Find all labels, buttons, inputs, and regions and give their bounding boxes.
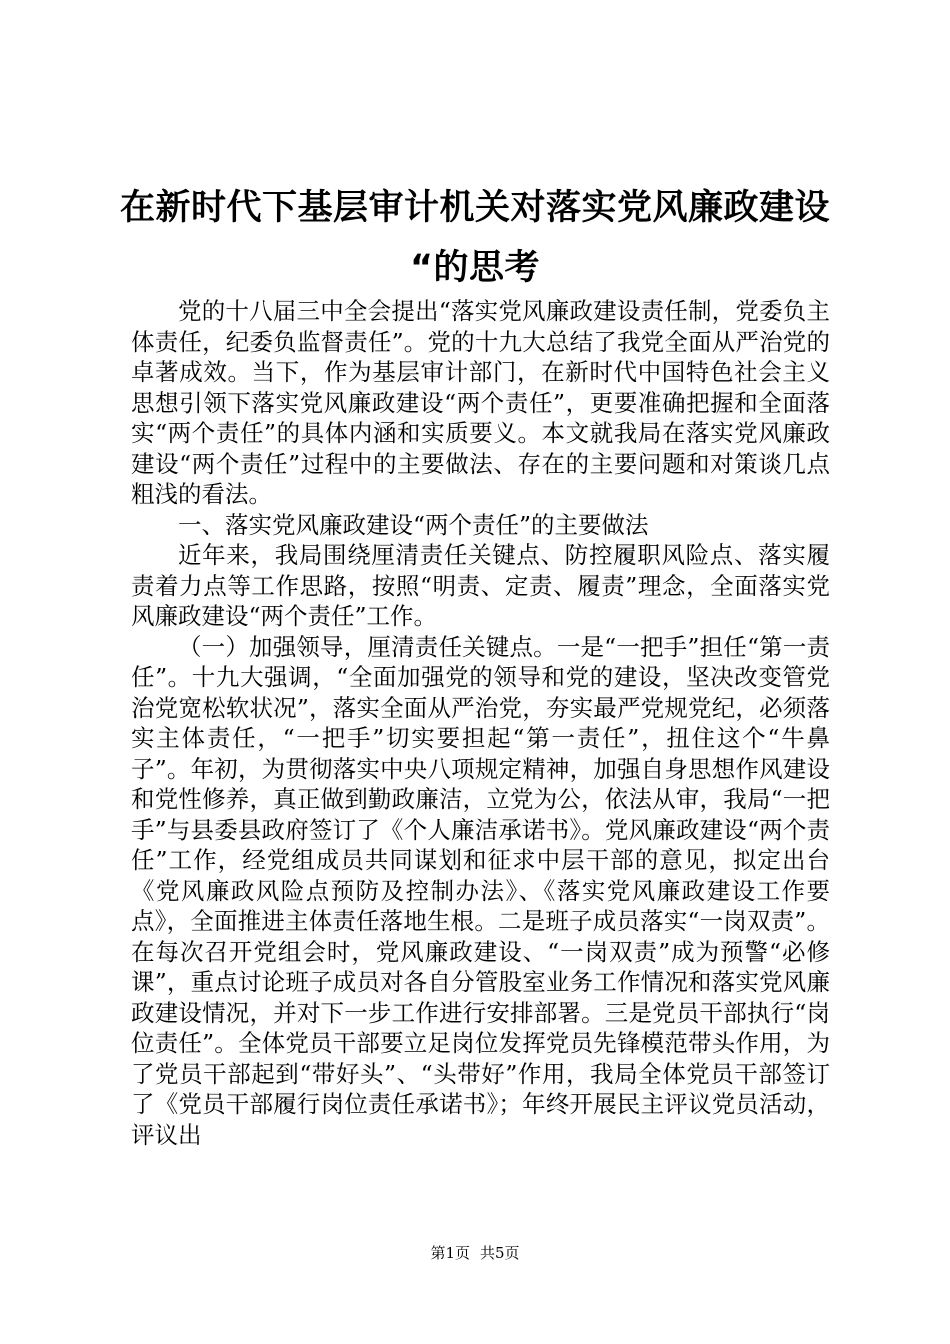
page-total: 共5页 bbox=[480, 1244, 520, 1262]
paragraph-overview: 近年来，我局围绕厘清责任关键点、防控履职风险点、落实履责着力点等工作思路，按照“明责、定责、履责”理念，全面落实党风廉政建设“两个责任”工作。 bbox=[131, 541, 830, 630]
page-footer bbox=[0, 1243, 950, 1263]
page-number: 第1页 bbox=[430, 1244, 470, 1262]
paragraph-intro: 党的十八届三中全会提出“落实党风廉政建设责任制，党委负主体责任，纪委负监督责任”。党的十九大总结了我党全面从严治党的卓著成效。当下，作为基层审计部门，在新时代中国特色社会主义思想引领下落实党风廉政建设“两个责任”，更要准确把握和全面落实“两个责任”的具体内涵和实质要义。本文就我局在落实党风廉政建设“两个责任”过程中的主要做法、存在的主要问题和对策谈几点粗浅的看法。 bbox=[131, 297, 830, 508]
section-heading-1: 一、落实党风廉政建设“两个责任”的主要做法 bbox=[178, 510, 649, 539]
document-title-line-2: “的思考 bbox=[409, 248, 540, 288]
document-body bbox=[131, 296, 830, 1150]
document-title-line-1: 在新时代下基层审计机关对落实党风廉政建设 bbox=[120, 188, 831, 228]
paragraph-subsection-1: （一）加强领导，厘清责任关键点。一是“一把手”担任“第一责任”。十九大强调，“全面加强党的领导和党的建设，坚决改变管党治党宽松软状况”，落实全面从严治党，夯实最严党规党纪，必须落实主体责任，“一把手”切实要担起“第一责任”，扭住这个“牛鼻子”。年初，为贯彻落实中央八项规定精神，加强自身思想作风建设和党性修养，真正做到勤政廉洁，立党为公，依法从审，我局“一把手”与县委县政府签订了《个人廉洁承诺书》。党风廉政建设“两个责任”工作，经党组成员共同谋划和征求中层干部的意见，拟定出台《党风廉政风险点预防及控制办法》、《落实党风廉政建设工作要点》，全面推进主体责任落地生根。二是班子成员落实“一岗双责”。在每次召开党组会时，党风廉政建设、“一岗双责”成为预警“必修课”，重点讨论班子成员对各自分管股室业务工作情况和落实党风廉政建设情况，并对下一步工作进行安排部署。三是党员干部执行“岗位责任”。全体党员干部要立足岗位发挥党员先锋模范带头作用，为了党员干部起到“带好头”、“头带好”作用，我局全体党员干部签订了《党员干部履行岗位责任承诺书》；年终开展民主评议党员活动，评议出 bbox=[131, 632, 830, 1149]
